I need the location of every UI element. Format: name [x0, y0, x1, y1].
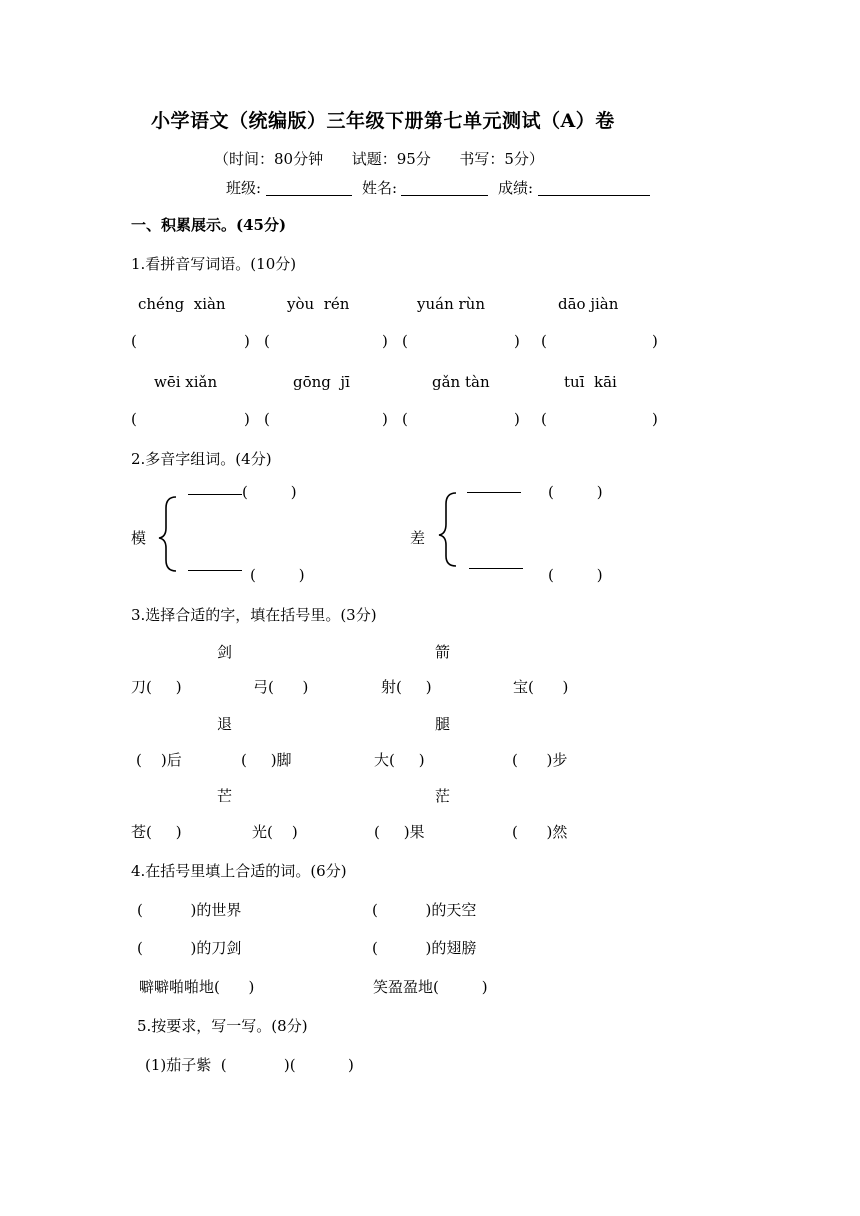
fill-item[interactable]: ( )的刀剑 [137, 939, 242, 957]
answer-box-open[interactable]: ( [541, 332, 547, 350]
fill-item[interactable]: 笑盈盈地( ) [373, 978, 488, 996]
word-paren[interactable]: ( ) [250, 566, 305, 584]
page-title: 小学语文（统编版）三年级下册第七单元测试（A）卷 [151, 110, 615, 132]
fill-item[interactable]: 苍( ) [131, 823, 182, 841]
answer-box-close: ) [244, 410, 250, 428]
fill-item[interactable]: 噼噼啪啪地( ) [139, 978, 255, 996]
class-label: 班级: [226, 179, 262, 197]
answer-box-close: ) [514, 332, 520, 350]
fill-item[interactable]: ( )脚 [241, 751, 292, 769]
polyphone-char-2: 差 [410, 529, 426, 547]
word-blank[interactable] [469, 568, 523, 569]
choice-char: 剑 [217, 643, 233, 661]
fill-item[interactable]: 宝( ) [513, 678, 569, 696]
answer-box-close: ) [382, 332, 388, 350]
answer-box-open[interactable]: ( [131, 332, 137, 350]
answer-box-open[interactable]: ( [402, 410, 408, 428]
name-blank[interactable] [401, 195, 488, 196]
word-paren[interactable]: ( ) [548, 483, 603, 501]
choice-char: 腿 [435, 715, 451, 733]
answer-box-close: ) [652, 332, 658, 350]
answer-box-open[interactable]: ( [264, 410, 270, 428]
word-blank[interactable] [188, 570, 242, 571]
answer-box-close: ) [244, 332, 250, 350]
fill-item[interactable]: 大( ) [374, 751, 425, 769]
fill-item[interactable]: 刀( ) [131, 678, 182, 696]
choice-char: 退 [217, 715, 233, 733]
fill-item[interactable]: ( )步 [512, 751, 568, 769]
q1-heading: 1.看拼音写词语。(10分) [131, 255, 297, 273]
fill-item[interactable]: 射( ) [381, 678, 432, 696]
pinyin-1: chéng xiàn [138, 295, 226, 313]
fill-item[interactable]: 光( ) [252, 823, 298, 841]
answer-box-open[interactable]: ( [264, 332, 270, 350]
fill-item[interactable]: ( )后 [136, 751, 182, 769]
choice-char: 箭 [435, 643, 451, 661]
q5-heading: 5.按要求，写一写。(8分) [137, 1017, 308, 1035]
fill-item[interactable]: ( )的翅膀 [372, 939, 477, 957]
class-blank[interactable] [266, 195, 352, 196]
name-label: 姓名: [362, 179, 398, 197]
fill-item[interactable]: 弓( ) [253, 678, 309, 696]
q4-heading: 4.在括号里填上合适的词。(6分) [131, 862, 347, 880]
answer-box-open[interactable]: ( [541, 410, 547, 428]
answer-box-close: ) [382, 410, 388, 428]
pinyin-3: yuán rùn [417, 295, 485, 313]
fill-item[interactable]: ( )然 [512, 823, 568, 841]
fill-item[interactable]: ( )的世界 [137, 901, 242, 919]
pinyin-7: gǎn tàn [432, 373, 490, 391]
pinyin-5: wēi xiǎn [154, 373, 218, 391]
word-blank[interactable] [188, 494, 242, 495]
q3-heading: 3.选择合适的字，填在括号里。(3分) [131, 606, 377, 624]
word-paren[interactable]: ( ) [548, 566, 603, 584]
answer-box-open[interactable]: ( [402, 332, 408, 350]
pinyin-2: yòu rén [287, 295, 350, 313]
pinyin-8: tuī kāi [564, 373, 617, 391]
polyphone-char-1: 模 [131, 529, 147, 547]
score-blank[interactable] [538, 195, 650, 196]
exam-subtitle: （时间：80分钟 试题：95分 书写：5分） [214, 150, 544, 168]
pinyin-4: dāo jiàn [558, 295, 619, 313]
fill-item[interactable]: ( )果 [374, 823, 425, 841]
word-blank[interactable] [467, 492, 521, 493]
score-label: 成绩: [498, 179, 534, 197]
word-paren[interactable]: ( ) [242, 483, 297, 501]
choice-char: 茫 [435, 787, 451, 805]
fill-item[interactable]: (1)茄子紫 ( )( ) [145, 1056, 354, 1074]
pinyin-6: gōng jī [293, 373, 350, 391]
answer-box-close: ) [514, 410, 520, 428]
choice-char: 芒 [217, 787, 233, 805]
fill-item[interactable]: ( )的天空 [372, 901, 477, 919]
section1-heading: 一、积累展示。(45分) [131, 216, 287, 234]
answer-box-open[interactable]: ( [131, 410, 137, 428]
answer-box-close: ) [652, 410, 658, 428]
q2-heading: 2.多音字组词。(4分) [131, 450, 272, 468]
